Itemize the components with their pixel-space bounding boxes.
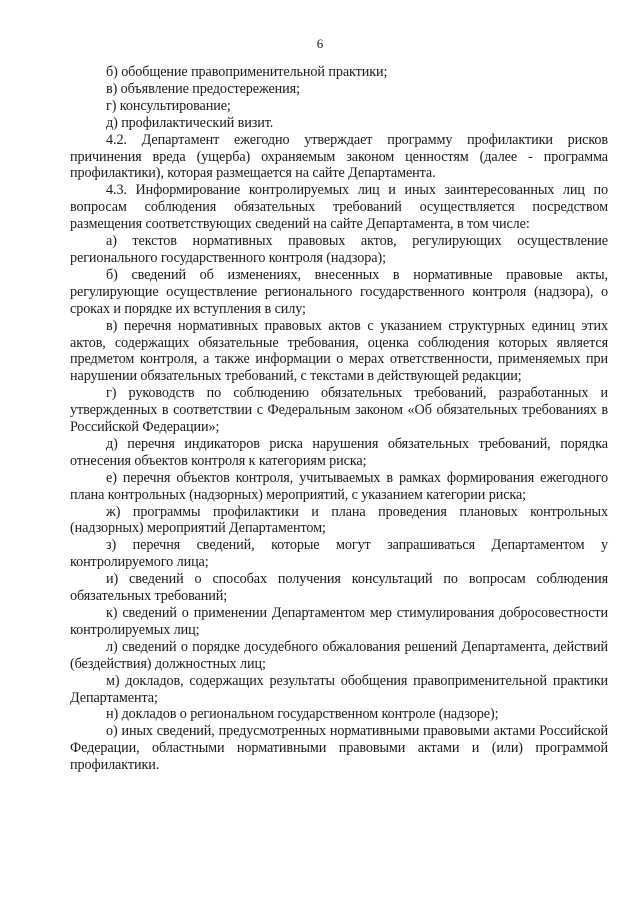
page-number: 6 xyxy=(316,36,324,51)
paragraph-4-3: 4.3. Информирование контролируемых лиц и иных заинтересованных лиц по вопросам соблюдения обязательных требований осуществляется посредством размещения соответствующих сведений на сайте Департамента, в том числе: xyxy=(70,182,608,233)
document-body xyxy=(70,64,608,774)
paragraph-item-v: в) объявление предостережения; xyxy=(106,80,300,97)
paragraph-4-2: 4.2. Департамент ежегодно утверждает программу профилактики рисков причинения вреда (ущерба) охраняемым законом ценностям (далее - программа профилактики), которая размещается на сайте Департамента. xyxy=(70,131,608,182)
list-item-v: в) перечня нормативных правовых актов с указанием структурных единиц этих актов, содержащих обязательные требования, оценка соблюдения которых является предметом контроля, а также информации о мерах ответственности, применяемых при нарушении обязательных требований, с текстами в действующей редакции; xyxy=(70,317,608,385)
list-item-o: о) иных сведений, предусмотренных нормативными правовыми актами Российской Федерации, областными нормативными правовыми актами и (или) программой профилактики. xyxy=(70,723,608,774)
list-item-b: б) сведений об изменениях, внесенных в нормативные правовые акты, регулирующие осуществление регионального государственного контроля (надзора), о сроках и порядке их вступления в силу; xyxy=(70,266,608,317)
list-item-z: з) перечня сведений, которые могут запрашиваться Департаментом у контролируемого лица; xyxy=(70,537,608,571)
list-item-m: м) докладов, содержащих результаты обобщения правоприменительной практики Департамента; xyxy=(70,672,608,706)
paragraph-item-b: б) обобщение правоприменительной практики; xyxy=(106,64,388,80)
list-item-a: а) текстов нормативных правовых актов, регулирующих осуществление регионального государственного контроля (надзора); xyxy=(70,233,608,266)
list-item-n: н) докладов о региональном государственном контроле (надзоре); xyxy=(106,706,499,723)
list-item-k: к) сведений о применении Департаментом мер стимулирования добросовестности контролируемых лиц; xyxy=(70,605,608,638)
list-item-e: е) перечня объектов контроля, учитываемых в рамках формирования ежегодного плана контрольных (надзорных) мероприятий, с указанием категории риска; xyxy=(70,469,608,503)
list-item-l: л) сведений о порядке досудебного обжалования решений Департамента, действий (бездействия) должностных лиц; xyxy=(70,638,608,672)
paragraph-item-d: д) профилактический визит. xyxy=(106,114,274,131)
paragraph-item-g: г) консультирование; xyxy=(106,97,231,114)
list-item-g: г) руководств по соблюдению обязательных требований, разработанных и утвержденных в соответствии с Федеральным законом «Об обязательных требованиях в Российской Федерации»; xyxy=(70,385,608,436)
list-item-zh: ж) программы профилактики и плана проведения плановых контрольных (надзорных) мероприятий Департаментом; xyxy=(70,503,608,537)
list-item-i: и) сведений о способах получения консультаций по вопросам соблюдения обязательных требований; xyxy=(70,571,608,605)
list-item-d: д) перечня индикаторов риска нарушения обязательных требований, порядка отнесения объектов контроля к категориям риска; xyxy=(70,435,608,469)
